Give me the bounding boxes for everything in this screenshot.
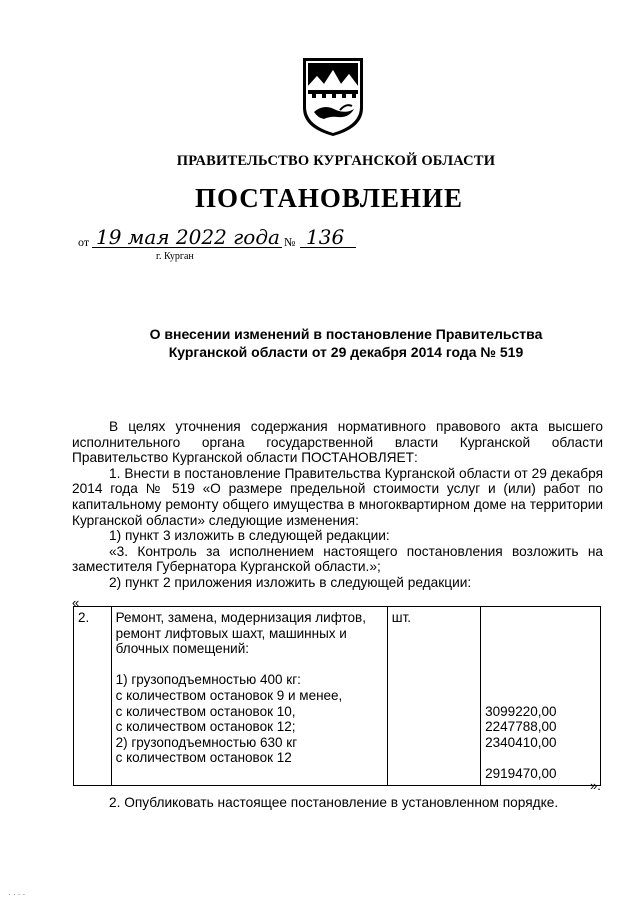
item-1-2-paragraph: 2) пункт 2 приложения изложить в следующей редакции: [109, 574, 472, 590]
city-label: г. Курган [156, 251, 194, 262]
value-line: 3099220,00 [485, 703, 557, 719]
item-2-paragraph: 2. Опубликовать настоящее постановление в установленном порядке. [109, 795, 559, 810]
date-from-label: от [78, 235, 90, 249]
value-line: 2247788,00 [485, 719, 557, 735]
table-row [74, 607, 601, 786]
row-number-cell: 2. [74, 607, 112, 786]
desc-line: 2) грузоподъемностью 630 кг [115, 734, 298, 750]
subject-line-1: О внесении изменений в постановление Правительства [149, 326, 543, 342]
desc-line: с количеством остановок 12 [115, 750, 292, 766]
description-heading: Ремонт, замена, модернизация лифтов, ремонт лифтовых шахт, машинных и блочных помещений: [115, 610, 366, 657]
desc-line: 1) грузоподъемностью 400 кг: [115, 672, 301, 688]
desc-line: с количеством остановок 10, [115, 703, 296, 719]
handwritten-date: 19 мая 2022 года [96, 225, 280, 249]
document-type-title: ПОСТАНОВЛЕНИЕ [194, 183, 464, 213]
value-cell [481, 607, 601, 786]
scan-marks: · · · · [8, 890, 26, 899]
government-title: ПРАВИТЕЛЬСТВО КУРГАНСКОЙ ОБЛАСТИ [176, 153, 496, 169]
number-label: № [284, 235, 296, 249]
item-1-1-text-paragraph: «3. Контроль за исполнением настоящего постановления возложить на заместителя Губернатора Курганской области.»; [72, 543, 603, 575]
handwritten-number: 136 [306, 225, 345, 249]
document-subject [120, 325, 572, 361]
date-number-line [78, 225, 368, 250]
value-line [485, 750, 597, 766]
desc-line: с количеством остановок 9 и менее, [115, 687, 343, 703]
item-1-paragraph: 1. Внести в постановление Правительства Курганской области от 29 декабря 2014 года № 519 «О размере предельной стоимости услуг и (или) работ по капитальному ремонту общего имущества в многоквартирном доме на территории Курганской области» следующие изменения: [72, 465, 603, 528]
item-1-1-paragraph: 1) пункт 3 изложить в следующей редакции: [109, 528, 390, 544]
document-body [72, 419, 603, 591]
quote-close: ». [590, 778, 601, 793]
value-line [485, 688, 597, 704]
amendment-table [73, 606, 601, 786]
description-cell [111, 607, 387, 786]
subject-line-2: Курганской области от 29 декабря 2014 года № 519 [168, 344, 524, 360]
unit-cell: шт. [387, 607, 480, 786]
coat-of-arms-emblem [300, 56, 366, 138]
preamble-paragraph: В целях уточнения содержания нормативного правового акта высшего исполнительного органа государственной власти Курганской области Правительство Курганской области ПОСТАНОВЛЯЕТ: [72, 419, 603, 466]
desc-line: с количеством остановок 12; [115, 719, 296, 735]
value-line: 2919470,00 [485, 765, 557, 781]
quote-open: « [72, 595, 80, 610]
value-line: 2340410,00 [485, 734, 557, 750]
